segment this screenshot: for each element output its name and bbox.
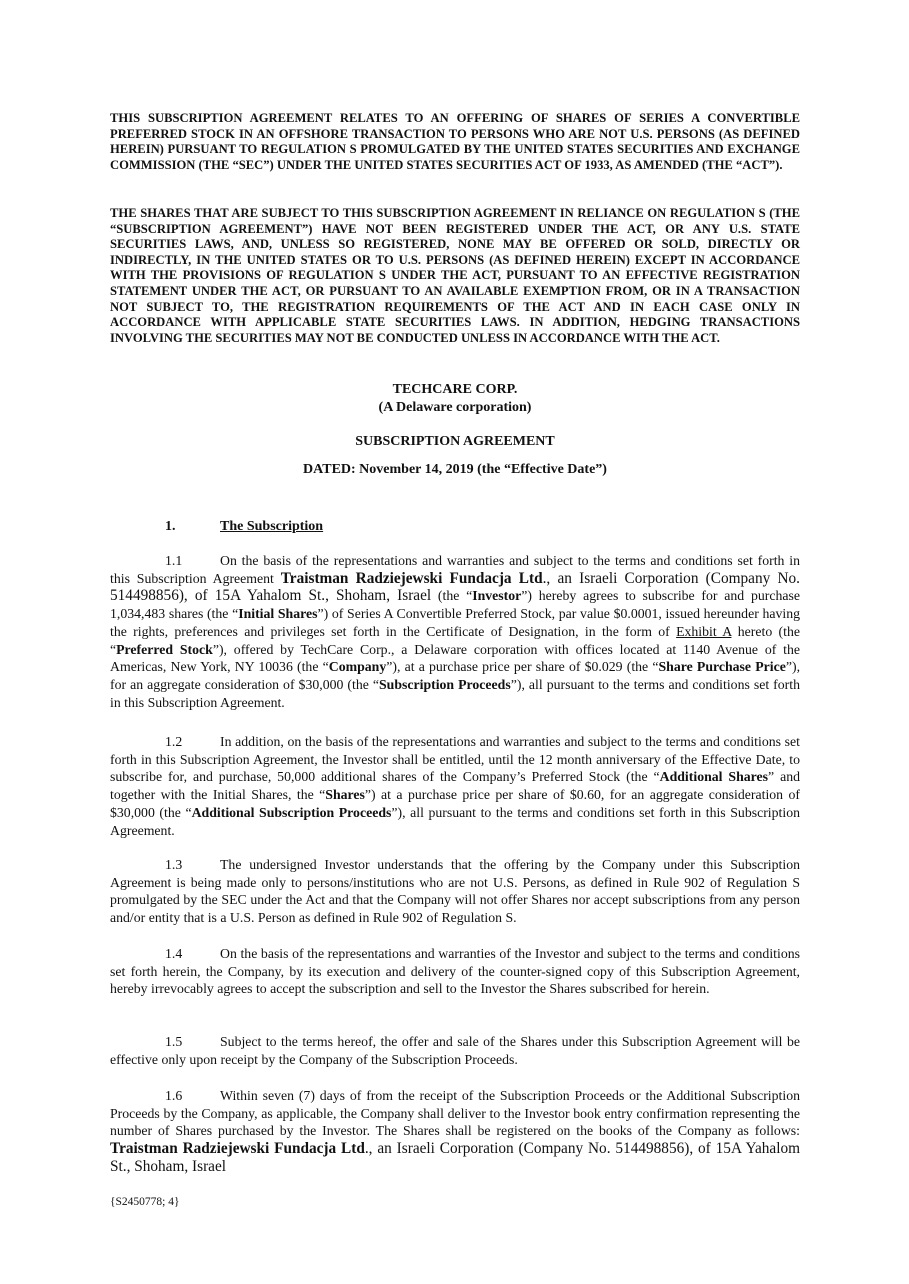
dated-line: DATED: November 14, 2019 (the “Effective Date”) <box>303 462 607 477</box>
defined-term: Investor <box>472 588 522 604</box>
section-title: The Subscription <box>220 519 324 534</box>
paragraph-1-4: 1.4 On the basis of the representations and warranties of the Investor and subject to the terms and conditions set forth herein, the Company, by its execution and delivery of the counter-signed copy of this Subscription Agreement, hereby irrevocably agrees to accept the subscription and sell to the Investor the Shares subscribed for herein. <box>110 946 800 997</box>
offshore-legend: THIS SUBSCRIPTION AGREEMENT RELATES TO AN OFFERING OF SHARES OF SERIES A CONVERTIBLE PREFERRED STOCK IN AN OFFSHORE TRANSACTION TO PERSONS WHO ARE NOT U.S. PERSONS (AS DEFINED HEREIN) PURSUANT TO REGULATION S PROMULGATED BY THE UNITED STATES SECURITIES AND EXCHANGE COMMISSION (THE “SEC”) UNDER THE UNITED STATES SECURITIES ACT OF 1933, AS AMENDED (THE “ACT”). <box>110 111 800 172</box>
registration-legend: THE SHARES THAT ARE SUBJECT TO THIS SUBSCRIPTION AGREEMENT IN RELIANCE ON REGULATION S (THE “SUBSCRIPTION AGREEMENT”) HAVE NOT BEEN REGISTERED UNDER THE ACT, OR ANY U.S. STATE SECURITIES LAWS, AND, UNLESS SO REGISTERED, NONE MAY BE OFFERED OR SOLD, DIRECTLY OR INDIRECTLY, IN THE UNITED STATES OR TO U.S. PERSONS (AS DEFINED HEREIN) EXCEPT IN ACCORDANCE WITH THE PROVISIONS OF REGULATION S UNDER THE ACT, PURSUANT TO AN EFFECTIVE REGISTRATION STATEMENT UNDER THE ACT, OR PURSUANT TO AN AVAILABLE EXEMPTION FROM, OR IN A TRANSACTION NOT SUBJECT TO, THE REGISTRATION REQUIREMENTS OF THE ACT AND IN EACH CASE ONLY IN ACCORDANCE WITH APPLICABLE STATE SECURITIES LAWS. IN ADDITION, HEDGING TRANSACTIONS INVOLVING THE SECURITIES MAY NOT BE CONDUCTED UNLESS IN ACCORDANCE WITH THE ACT. <box>110 206 800 345</box>
paragraph-number: 1.4 <box>165 946 183 961</box>
paragraph-number: 1.3 <box>165 857 183 872</box>
company-name: TECHCARE CORP. <box>392 382 518 397</box>
defined-term: Additional Shares <box>659 769 769 785</box>
defined-term: Shares <box>325 787 365 803</box>
paragraph-number: 1.6 <box>165 1088 183 1103</box>
section-heading <box>165 518 323 536</box>
paragraph-1-1: 1.1 On the basis of the representations and warranties and subject to the terms and conditions set forth in this Subscription Agreement Traistman Radziejewski Fundacja Ltd., an Israeli Corporation (Company No. 514498856), of 15A Yahalom St., Shoham, Israel (the “Investor”) hereby agrees to subscribe for and purchase 1,034,483 shares (the “Initial Shares”) of Series A Convertible Preferred Stock, par value $0.0001, issued hereunder having the rights, preferences and privileges set forth in the Certificate of Designation, in the form of Exhibit A hereto (the “Preferred Stock”), offered by TechCare Corp., a Delaware corporation with offices located at 1140 Avenue of the Americas, New York, NY 10036 (the “Company”), at a purchase price per share of $0.029 (the “Share Purchase Price”), for an aggregate consideration of $30,000 (the “Subscription Proceeds”), all pursuant to the terms and conditions set forth in this Subscription Agreement. <box>110 553 801 710</box>
paragraph-1-2: 1.2 In addition, on the basis of the representations and warranties and subject to the terms and conditions set forth in this Subscription Agreement, the Investor shall be entitled, until the 12 month anniversary of the Effective Date, to subscribe for, and purchase, 50,000 additional shares of the Company’s Preferred Stock (the “Additional Shares” and together with the Initial Shares, the “Shares”) at a purchase price per share of $0.60, for an aggregate consideration of $30,000 (the “Additional Subscription Proceeds”), all pursuant to the terms and conditions set forth in this Subscription Agreement. <box>110 734 801 838</box>
paragraph-1-3: 1.3 The undersigned Investor understands that the offering by the Company under this Subscription Agreement is being made only to persons/institutions who are not U.S. Persons, as defined in Rule 902 of Regulation S promulgated by the SEC under the Act and that the Company will not offer Shares nor accept subscriptions from any person and/or entity that is a U.S. Person as defined in Rule 902 of Regulation S. <box>110 857 800 926</box>
paragraph-number: 1.1 <box>165 553 183 568</box>
investor-name: Traistman Radziejewski Fundacja Ltd., an Israeli Corporation (Company No. 514498856), of 15A Yahalom St., Shoham, Israel <box>110 1140 800 1175</box>
defined-term: Subscription Proceeds <box>378 676 511 692</box>
exhibit-reference: Exhibit A <box>676 623 732 639</box>
document-title: SUBSCRIPTION AGREEMENT <box>355 434 555 449</box>
defined-term: Initial Shares <box>238 606 318 622</box>
investor-name: Traistman Radziejewski Fundacja Ltd., an Israeli Corporation (Company No. 514498856), of 15A Yahalom St., Shoham, Israel <box>110 569 800 605</box>
defined-term: Preferred Stock <box>116 641 213 657</box>
defined-term: Share Purchase Price <box>658 659 786 675</box>
paragraph-number: 1.5 <box>165 1034 183 1049</box>
defined-term: Company <box>328 659 387 675</box>
paragraph-1-5: 1.5 Subject to the terms hereof, the offer and sale of the Shares under this Subscription Agreement will be effective only upon receipt by the Company of the Subscription Proceeds. <box>110 1034 800 1067</box>
document-reference: {S2450778; 4} <box>110 1196 180 1208</box>
defined-term: Additional Subscription Proceeds <box>191 804 392 820</box>
section-number: 1. <box>165 519 176 534</box>
company-descriptor: (A Delaware corporation) <box>378 400 532 415</box>
paragraph-number: 1.2 <box>165 734 183 749</box>
paragraph-1-6: 1.6 Within seven (7) days of from the receipt of the Subscription Proceeds or the Additional Subscription Proceeds by the Company, as applicable, the Company shall deliver to the Investor book entry confirmation representing the number of Shares purchased by the Investor. The Shares shall be registered on the books of the Company as follows: Traistman Radziejewski Fundacja Ltd., an Israeli Corporation (Company No. 514498856), of 15A Yahalom St., Shoham, Israel <box>110 1088 800 1175</box>
